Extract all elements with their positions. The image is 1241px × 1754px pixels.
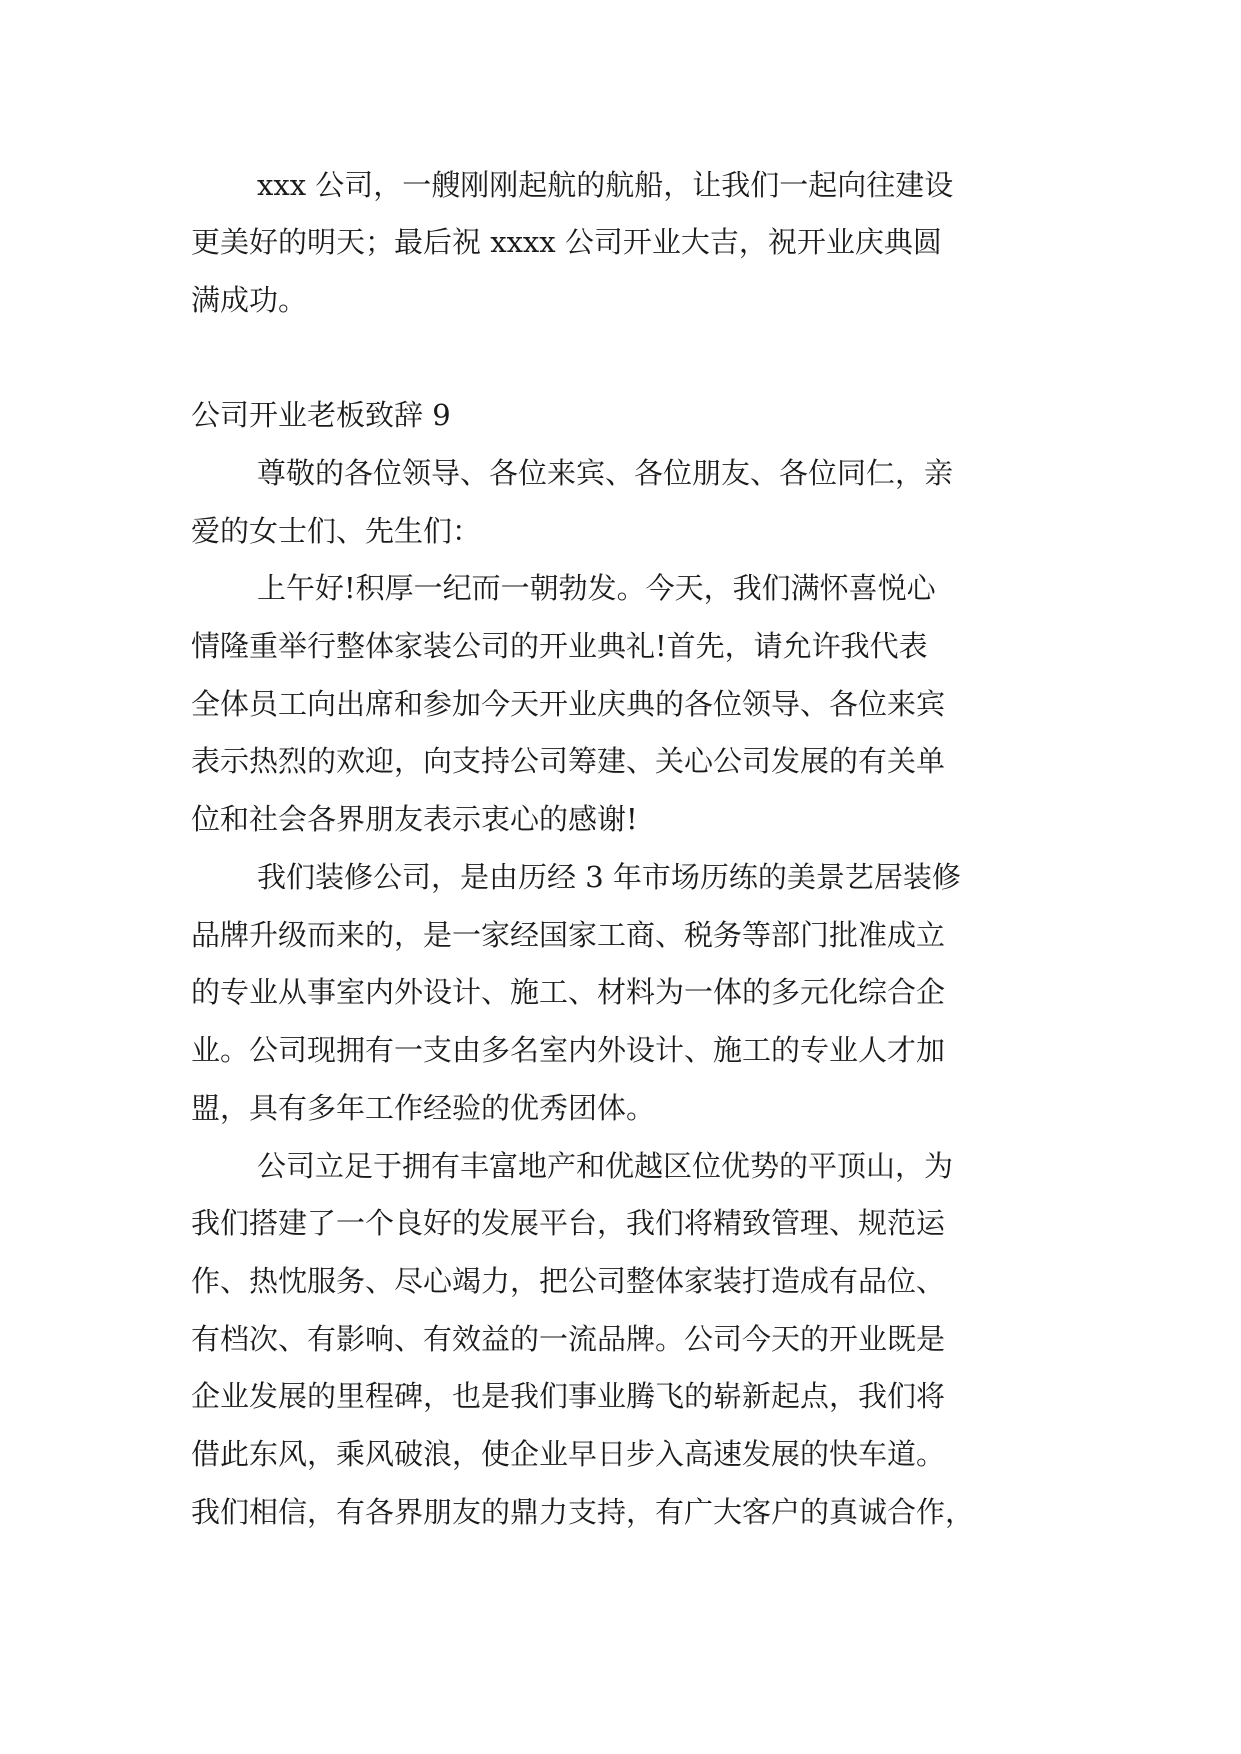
text-line: xxx 公司，一艘刚刚起航的航船，让我们一起向往建设 [257,168,954,202]
text-line: 表示热烈的欢迎，向支持公司筹建、关心公司发展的有关单 [191,744,946,778]
text-line: 全体员工向出席和参加今天开业庆典的各位领导、各位来宾 [191,687,946,721]
text-line: 我们相信，有各界朋友的鼎力支持，有广大客户的真诚合作， [191,1495,975,1529]
text-line: 的专业从事室内外设计、施工、材料为一体的多元化综合企 [191,975,946,1009]
text-line: 有档次、有影响、有效益的一流品牌。公司今天的开业既是 [191,1322,946,1356]
text-line: 位和社会各界朋友表示衷心的感谢! [191,802,638,836]
text-line: 我们装修公司，是由历经 3 年市场历练的美景艺居装修 [257,860,961,894]
text-line: 盟，具有多年工作经验的优秀团体。 [191,1091,656,1125]
text-line: 满成功。 [191,283,308,317]
text-line: 上午好!积厚一纪而一朝勃发。今天，我们满怀喜悦心 [257,571,936,605]
text-line: 公司立足于拥有丰富地产和优越区位优势的平顶山，为 [257,1149,954,1183]
section-title: 公司开业老板致辞 9 [191,398,451,432]
text-line: 更美好的明天；最后祝 xxxx 公司开业大吉，祝开业庆典圆 [191,225,942,259]
text-line: 业。公司现拥有一支由多名室内外设计、施工的专业人才加 [191,1033,946,1067]
text-line: 情隆重举行整体家装公司的开业典礼!首先，请允许我代表 [191,629,928,663]
text-line: 爱的女士们、先生们： [191,514,482,548]
text-line: 作、热忱服务、尽心竭力，把公司整体家装打造成有品位、 [191,1264,946,1298]
text-line: 尊敬的各位领导、各位来宾、各位朋友、各位同仁，亲 [257,456,954,490]
text-line: 借此东风，乘风破浪，使企业早日步入高速发展的快车道。 [191,1437,946,1471]
text-line: 品牌升级而来的，是一家经国家工商、税务等部门批准成立 [191,918,946,952]
text-line: 企业发展的里程碑，也是我们事业腾飞的崭新起点，我们将 [191,1379,946,1413]
text-line: 我们搭建了一个良好的发展平台，我们将精致管理、规范运 [191,1206,946,1240]
